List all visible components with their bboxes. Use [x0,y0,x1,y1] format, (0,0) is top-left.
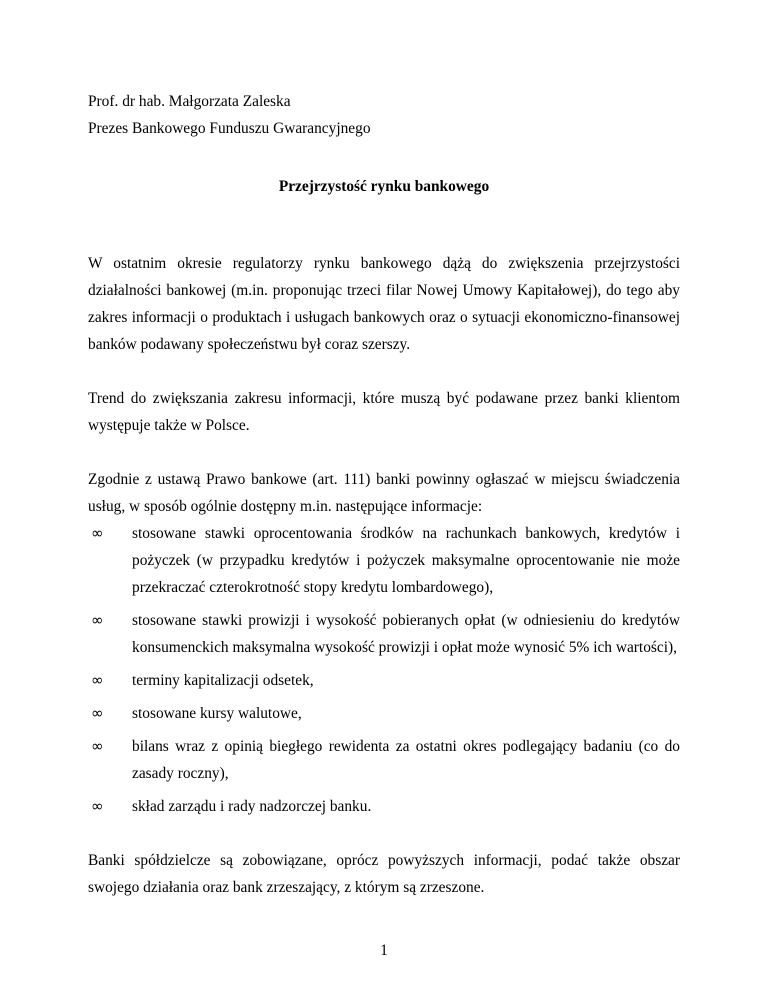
infinity-bullet-icon: ∞ [91,671,104,689]
list-item-text: stosowane stawki prowizji i wysokość pobieranych opłat (w odniesieniu do kredytów konsumenckich maksymalna wysokość prowizji i opłat może wynosić 5% ich wartości), [132,612,680,656]
list-item-text: stosowane stawki oprocentowania środków na rachunkach bankowych, kredytów i pożyczek (w przypadku kredytów i pożyczek maksymalne oprocentowanie nie może przekraczać czterokrotność stopy kredytu lombardowego), [132,525,680,596]
document-title: Przejrzystość rynku bankowego [278,178,490,195]
author-block [88,88,371,142]
infinity-bullet-icon: ∞ [91,611,104,629]
list-item-text: bilans wraz z opinią biegłego rewidenta za ostatni okres podlegający badaniu (co do zasady roczny), [132,738,680,782]
author-name: Prof. dr hab. Małgorzata Zaleska [88,93,291,110]
list-item-text: terminy kapitalizacji odsetek, [132,672,314,689]
paragraph-law: Zgodnie z ustawą Prawo bankowe (art. 111) banki powinny ogłaszać w miejscu świadczenia usług, w sposób ogólnie dostępny m.in. następujące informacje: [88,471,680,515]
list-item [88,733,680,787]
list-item-text: skład zarządu i rady nadzorczej banku. [132,798,372,815]
information-list [88,520,680,820]
infinity-bullet-icon: ∞ [91,737,104,755]
list-item [88,793,680,820]
author-position: Prezes Bankowego Funduszu Gwarancyjnego [88,120,371,137]
paragraph-trend: Trend do zwiększania zakresu informacji, które muszą być podawane przez banki klientom występuje także w Polsce. [88,390,680,434]
infinity-bullet-icon: ∞ [91,524,104,542]
paragraph-intro: W ostatnim okresie regulatorzy rynku bankowego dążą do zwiększenia przejrzystości działalności bankowej (m.in. proponując trzeci filar Nowej Umowy Kapitałowej), do tego aby zakres informacji o produktach i usługach bankowych oraz o sytuacji ekonomiczno-finansowej banków podawany społeczeństwu był coraz szerszy. [88,255,680,353]
list-item [88,667,680,694]
infinity-bullet-icon: ∞ [91,797,104,815]
document-body [88,250,680,901]
infinity-bullet-icon: ∞ [91,704,104,722]
list-item-text: stosowane kursy walutowe, [132,705,302,722]
page-number: 1 [380,942,388,959]
list-item [88,700,680,727]
list-item [88,520,680,601]
list-item [88,607,680,661]
paragraph-cooperative-banks: Banki spółdzielcze są zobowiązane, oprócz powyższych informacji, podać także obszar swojego działania oraz bank zrzeszający, z którym są zrzeszone. [88,852,680,896]
